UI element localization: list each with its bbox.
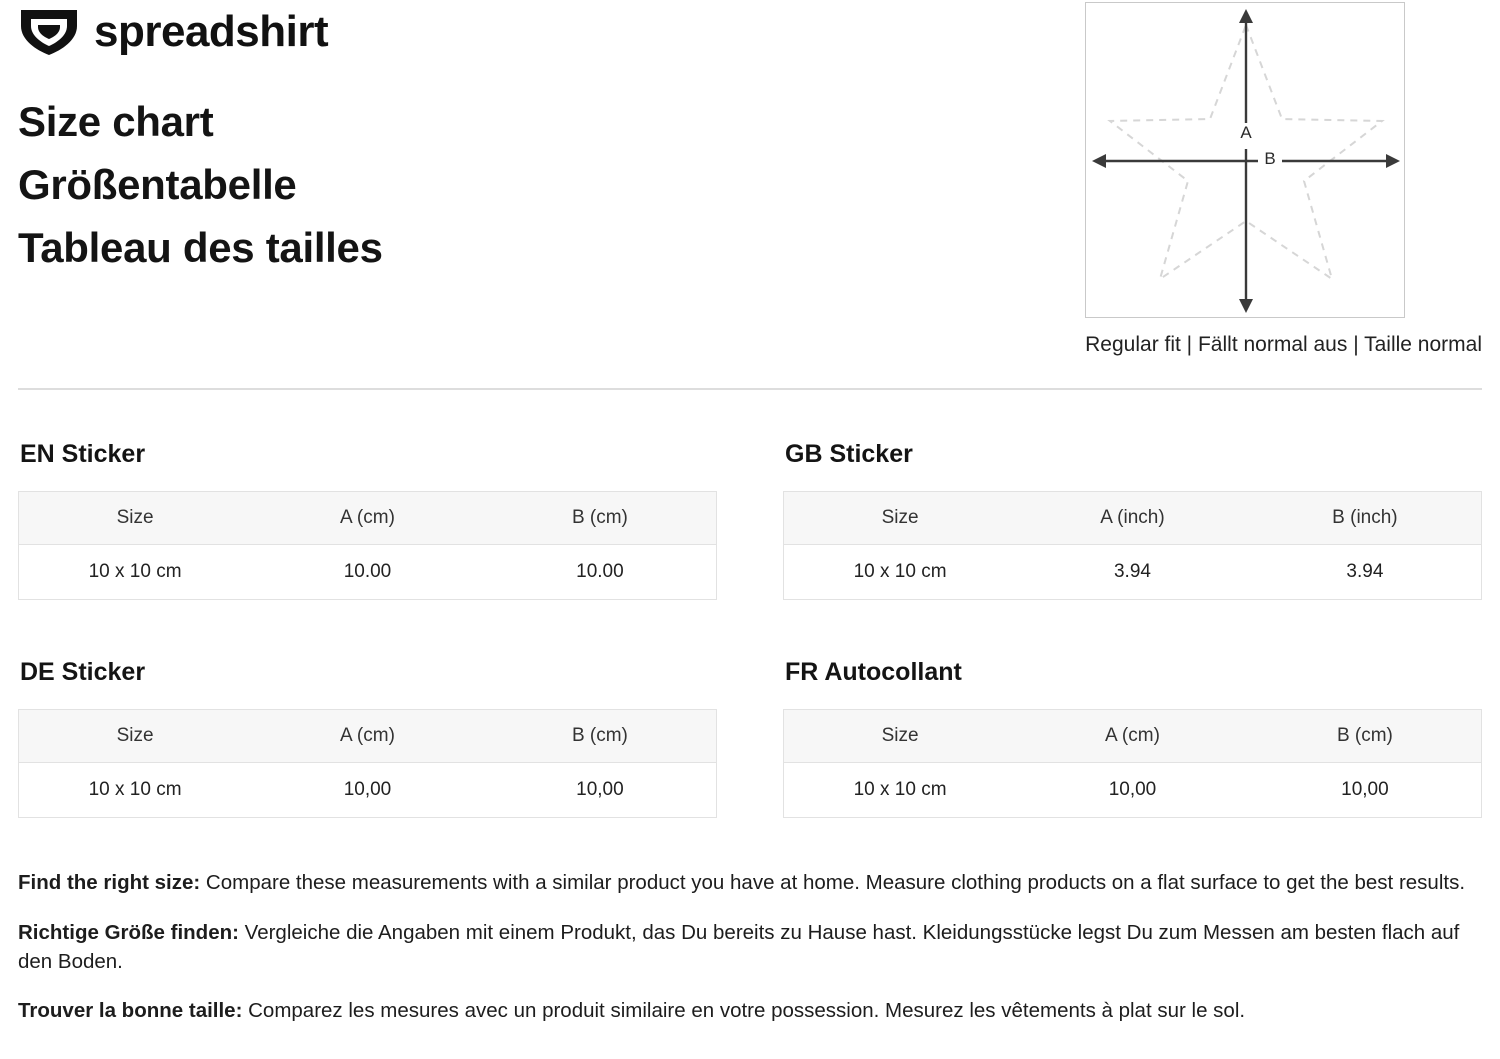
page-title-fr: Tableau des tailles: [18, 224, 383, 271]
table-title-en: EN Sticker: [20, 440, 146, 468]
cell-a: 10,00: [1016, 763, 1249, 818]
note-lead-de: Richtige Größe finden:: [18, 920, 239, 944]
spacer: [18, 600, 717, 658]
table-header-row: [784, 492, 1482, 545]
note-lead-fr: Trouver la bonne taille:: [18, 999, 243, 1023]
column-header-size: Size: [19, 492, 252, 545]
size-table-fr: [783, 709, 1482, 818]
spreadshirt-heart-logo-icon: [18, 6, 80, 58]
cell-a: 10,00: [251, 763, 484, 818]
table-header-row: [19, 492, 717, 545]
note-text-en: Compare these measurements with a similar product you have at home. Measure clothing products on a flat surface to get the best results.: [200, 871, 1466, 894]
size-tables: [0, 440, 1500, 818]
header-divider: [18, 388, 1482, 390]
column-header-size: Size: [19, 710, 252, 763]
note-en: [18, 868, 1482, 897]
brand-name: spreadshirt: [94, 7, 329, 56]
column-header-b: B (cm): [484, 710, 717, 763]
note-fr: [18, 996, 1482, 1025]
diagram-frame: [1085, 2, 1405, 318]
fit-note: Regular fit | Fällt normal aus | Taille normal: [1085, 333, 1482, 356]
cell-b: 3.94: [1249, 545, 1482, 600]
cell-b: 10.00: [484, 545, 717, 600]
note-text-de: Vergleiche die Angaben mit einem Produkt, das Du bereits zu Hause hast. Kleidungsstücke legst Du zum Messen am besten flach auf den Boden.: [18, 920, 1460, 973]
table-header-row: [784, 710, 1482, 763]
note-text-fr: Comparez les mesures avec un produit similaire en votre possession. Mesurez les vêtements à plat sur le sol.: [242, 999, 1246, 1023]
table-block-de: [18, 658, 717, 818]
note-lead-en: Find the right size:: [18, 871, 201, 894]
page-title-de: Größentabelle: [18, 161, 297, 208]
cell-a: 10.00: [251, 545, 484, 600]
table-row: [784, 545, 1482, 600]
size-table-en: [18, 491, 717, 600]
cell-size: 10 x 10 cm: [19, 545, 252, 600]
table-header-row: [19, 710, 717, 763]
column-header-a: A (inch): [1016, 492, 1249, 545]
column-header-b: B (cm): [484, 492, 717, 545]
measurement-diagram: [992, 2, 1482, 357]
cell-b: 10,00: [1249, 763, 1482, 818]
size-table-gb: [783, 491, 1482, 600]
table-title-gb: GB Sticker: [785, 440, 913, 468]
cell-a: 3.94: [1016, 545, 1249, 600]
footer-notes: [0, 868, 1500, 1025]
column-header-a: A (cm): [1016, 710, 1249, 763]
note-de: [18, 918, 1482, 976]
table-row: [19, 545, 717, 600]
column-header-b: B (inch): [1249, 492, 1482, 545]
cell-size: 10 x 10 cm: [19, 763, 252, 818]
cell-size: 10 x 10 cm: [784, 763, 1017, 818]
cell-size: 10 x 10 cm: [784, 545, 1017, 600]
table-row: [784, 763, 1482, 818]
header: [0, 0, 1500, 378]
column-header-a: A (cm): [251, 492, 484, 545]
table-row: [19, 763, 717, 818]
column-header-size: Size: [784, 492, 1017, 545]
table-block-en: [18, 440, 717, 600]
page-title-en: Size chart: [18, 98, 214, 145]
table-block-gb: [783, 440, 1482, 600]
size-table-de: [18, 709, 717, 818]
diagram-label-b: B: [1264, 149, 1276, 168]
table-title-de: DE Sticker: [20, 658, 146, 686]
column-header-size: Size: [784, 710, 1017, 763]
column-header-a: A (cm): [251, 710, 484, 763]
table-block-fr: [783, 658, 1482, 818]
column-header-b: B (cm): [1249, 710, 1482, 763]
table-title-fr: FR Autocollant: [785, 658, 962, 686]
diagram-label-a: A: [1240, 123, 1252, 142]
spacer: [783, 600, 1482, 658]
cell-b: 10,00: [484, 763, 717, 818]
